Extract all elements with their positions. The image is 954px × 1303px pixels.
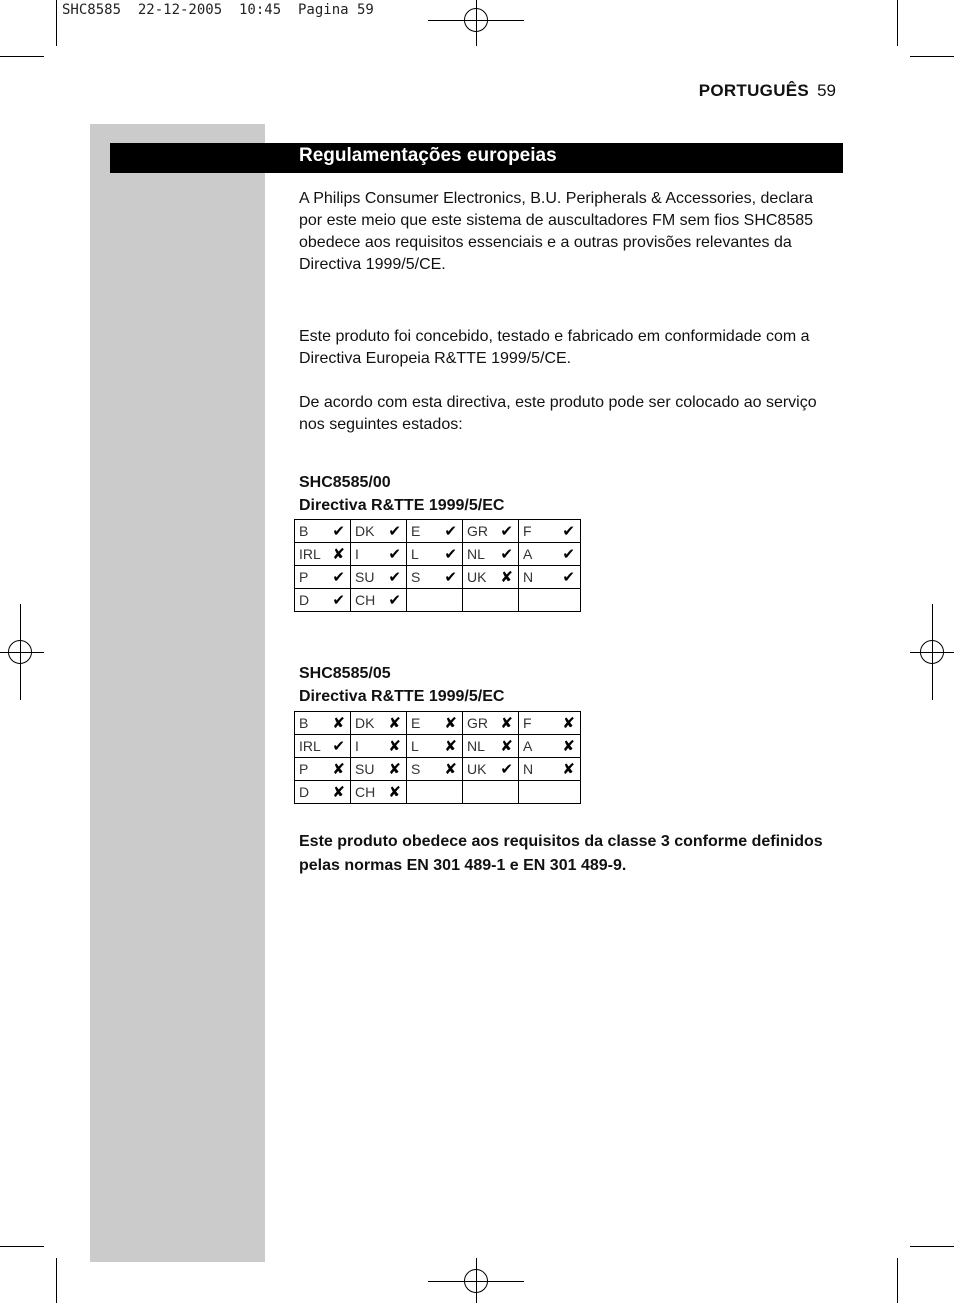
crop-mark: [897, 0, 898, 46]
status-icon: ✔: [332, 523, 345, 540]
table-cell: [407, 781, 463, 804]
model-name: SHC8585/00: [299, 474, 391, 491]
status-icon: ✔: [500, 523, 513, 540]
table-row: [295, 735, 581, 758]
status-icon: ✘: [444, 715, 457, 732]
country-code: SU: [355, 569, 375, 585]
table-cell: [351, 543, 407, 566]
section-title: Regulamentações europeias: [299, 145, 557, 166]
country-table: [294, 711, 581, 804]
country-code: A: [523, 546, 533, 562]
table-cell: [519, 758, 581, 781]
status-icon: ✔: [444, 523, 457, 540]
registration-circle: [920, 640, 944, 664]
status-icon: ✘: [500, 569, 513, 586]
status-icon: ✔: [500, 546, 513, 563]
country-code: GR: [467, 523, 488, 539]
crop-mark: [56, 0, 57, 46]
country-code: A: [523, 738, 533, 754]
country-code: S: [411, 761, 421, 777]
country-code: UK: [467, 569, 487, 585]
table-row: [295, 758, 581, 781]
status-icon: ✘: [332, 715, 345, 732]
country-code: D: [299, 592, 310, 608]
country-code: N: [523, 569, 534, 585]
crop-mark: [910, 56, 954, 57]
table-cell: [407, 758, 463, 781]
table-cell: [407, 520, 463, 543]
country-table: [294, 519, 581, 612]
model-directive: Directiva R&TTE 1999/5/EC: [299, 688, 505, 705]
country-code: E: [411, 715, 421, 731]
country-code: DK: [355, 523, 375, 539]
status-icon: ✘: [444, 761, 457, 778]
paragraph: De acordo com esta directiva, este produto pode ser colocado ao serviço nos seguintes estados:: [299, 394, 817, 433]
country-code: NL: [467, 738, 485, 754]
table-cell: [463, 589, 519, 612]
country-code: P: [299, 761, 309, 777]
crop-mark: [0, 56, 44, 57]
table-cell: [295, 712, 351, 735]
status-icon: ✔: [332, 592, 345, 609]
crop-mark: [910, 1246, 954, 1247]
country-code: E: [411, 523, 421, 539]
table-cell: [463, 735, 519, 758]
table-cell: [463, 543, 519, 566]
status-icon: ✘: [388, 715, 401, 732]
registration-circle: [8, 640, 32, 664]
table-cell: [295, 758, 351, 781]
language-label: PORTUGUÊS: [698, 81, 810, 100]
table-cell: [519, 520, 581, 543]
country-code: S: [411, 569, 421, 585]
paragraph: Este produto foi concebido, testado e fabricado em conformidade com a Directiva Europeia R&TTE 1999/5/CE.: [299, 328, 810, 367]
country-code: I: [355, 738, 359, 754]
status-icon: ✘: [388, 761, 401, 778]
table-cell: [295, 543, 351, 566]
country-code: F: [523, 523, 532, 539]
country-code: F: [523, 715, 532, 731]
registration-circle: [464, 8, 488, 32]
crop-mark: [897, 1258, 898, 1303]
table-cell: [295, 735, 351, 758]
table-cell: [351, 566, 407, 589]
table-cell: [519, 589, 581, 612]
model-heading: [299, 662, 504, 708]
table-row: [295, 781, 581, 804]
section-title-bar: [110, 143, 843, 173]
country-code: B: [299, 523, 309, 539]
model-name: SHC8585/05: [299, 665, 391, 682]
country-code: SU: [355, 761, 375, 777]
table-cell: [351, 520, 407, 543]
country-code: CH: [355, 784, 376, 800]
status-icon: ✘: [500, 738, 513, 755]
table-cell: [463, 712, 519, 735]
paragraph: A Philips Consumer Electronics, B.U. Peripherals & Accessories, declara por este meio que este sistema de auscultadores FM sem fios SHC8585 obedece aos requisitos essenciais e a outras provisões relevantes da Directiva 1999/5/CE.: [299, 190, 814, 273]
table-cell: [295, 781, 351, 804]
table-row: [295, 712, 581, 735]
compliance-note: Este produto obedece aos requisitos da classe 3 conforme definidos pelas normas EN 301 489-1 e EN 301 489-9.: [299, 833, 823, 874]
country-code: NL: [467, 546, 485, 562]
status-icon: ✘: [562, 761, 575, 778]
table-row: [295, 566, 581, 589]
status-icon: ✔: [388, 569, 401, 586]
table-cell: [295, 566, 351, 589]
table-cell: [519, 543, 581, 566]
table-cell: [295, 520, 351, 543]
country-code: L: [411, 738, 419, 754]
table-cell: [463, 520, 519, 543]
status-icon: ✘: [388, 738, 401, 755]
page-number: 59: [817, 81, 836, 100]
status-icon: ✔: [444, 569, 457, 586]
status-icon: ✘: [332, 761, 345, 778]
table-cell: [407, 712, 463, 735]
country-code: P: [299, 569, 309, 585]
status-icon: ✘: [332, 546, 345, 563]
model-heading: [299, 471, 504, 517]
model-directive: Directiva R&TTE 1999/5/EC: [299, 497, 505, 514]
table-row: [295, 589, 581, 612]
status-icon: ✔: [444, 546, 457, 563]
table-cell: [351, 781, 407, 804]
table-cell: [463, 758, 519, 781]
country-code: I: [355, 546, 359, 562]
side-bar: [90, 124, 265, 1262]
table-cell: [407, 589, 463, 612]
status-icon: ✔: [388, 523, 401, 540]
status-icon: ✘: [562, 738, 575, 755]
status-icon: ✔: [388, 546, 401, 563]
country-code: GR: [467, 715, 488, 731]
country-code: L: [411, 546, 419, 562]
table-cell: [351, 735, 407, 758]
status-icon: ✔: [388, 592, 401, 609]
status-icon: ✔: [332, 569, 345, 586]
country-code: DK: [355, 715, 375, 731]
country-code: IRL: [299, 546, 321, 562]
registration-circle: [464, 1269, 488, 1293]
country-code: IRL: [299, 738, 321, 754]
table-cell: [295, 589, 351, 612]
country-code: N: [523, 761, 534, 777]
table-cell: [463, 781, 519, 804]
table-cell: [519, 735, 581, 758]
table-cell: [519, 712, 581, 735]
crop-mark: [56, 1258, 57, 1303]
print-slug: SHC8585 22-12-2005 10:45 Pagina 59: [62, 2, 374, 18]
status-icon: ✘: [500, 715, 513, 732]
table-cell: [351, 589, 407, 612]
status-icon: ✔: [332, 738, 345, 755]
status-icon: ✘: [562, 715, 575, 732]
status-icon: ✘: [388, 784, 401, 801]
table-cell: [519, 781, 581, 804]
table-cell: [407, 543, 463, 566]
table-cell: [519, 566, 581, 589]
country-code: B: [299, 715, 309, 731]
table-cell: [463, 566, 519, 589]
status-icon: ✘: [444, 738, 457, 755]
status-icon: ✔: [562, 523, 575, 540]
status-icon: ✔: [500, 761, 513, 778]
table-cell: [351, 712, 407, 735]
status-icon: ✔: [562, 569, 575, 586]
page-header: [699, 81, 836, 101]
table-cell: [407, 566, 463, 589]
country-code: CH: [355, 592, 376, 608]
table-row: [295, 520, 581, 543]
crop-mark: [0, 1246, 44, 1247]
country-code: D: [299, 784, 310, 800]
table-cell: [407, 735, 463, 758]
table-row: [295, 543, 581, 566]
table-cell: [351, 758, 407, 781]
country-code: UK: [467, 761, 487, 777]
status-icon: ✔: [562, 546, 575, 563]
status-icon: ✘: [332, 784, 345, 801]
